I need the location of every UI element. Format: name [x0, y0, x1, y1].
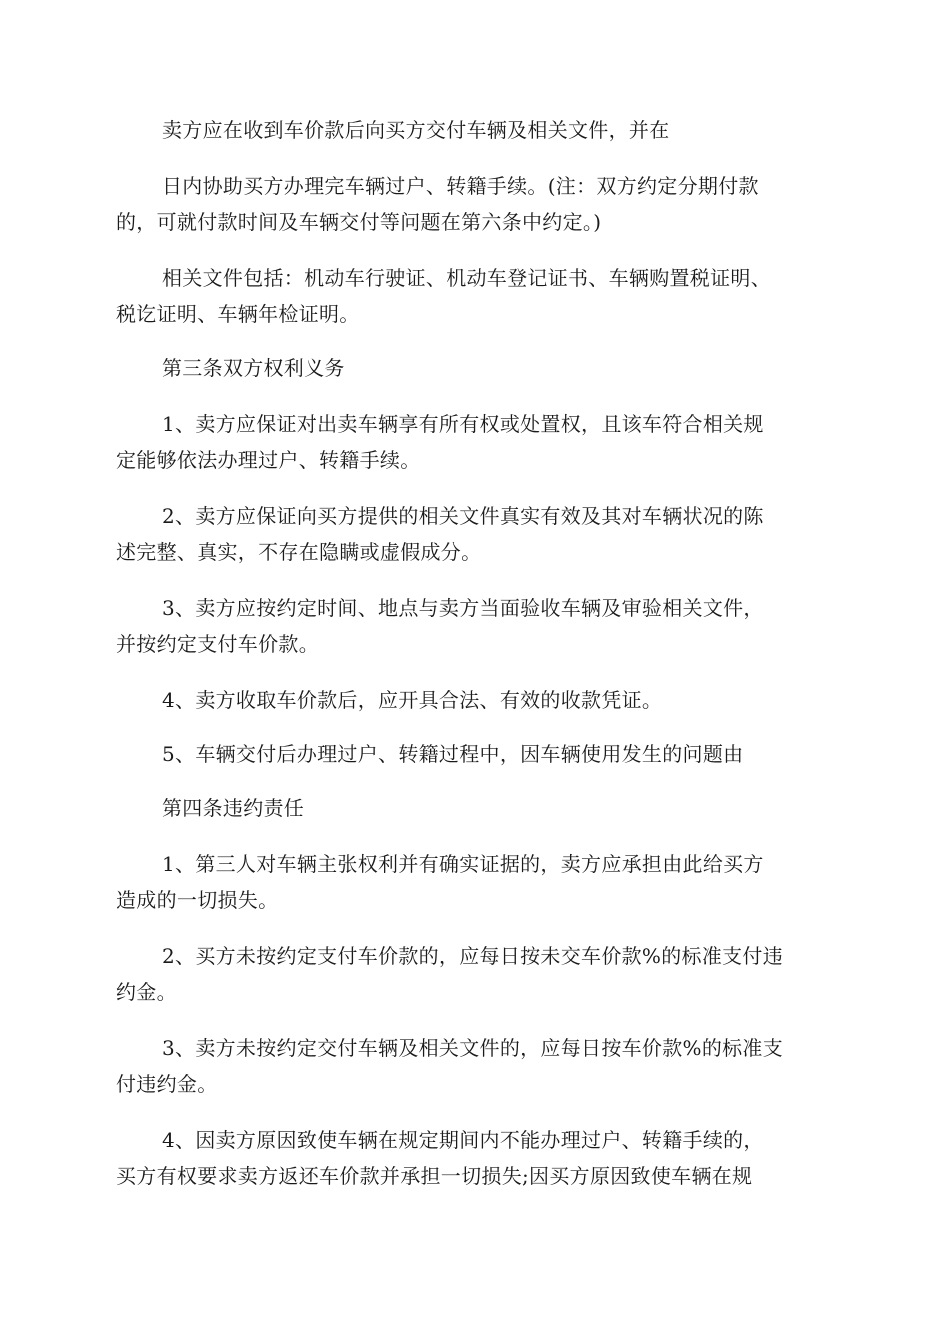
paragraph-line: 3、卖方应按约定时间、地点与卖方当面验收车辆及审验相关文件，	[162, 596, 764, 620]
paragraph-line: 造成的一切损失。	[116, 888, 279, 912]
paragraph-line: 4、因卖方原因致使车辆在规定期间内不能办理过户、转籍手续的，	[162, 1128, 764, 1152]
paragraph-line: 5、车辆交付后办理过户、转籍过程中，因车辆使用发生的问题由	[162, 742, 744, 766]
paragraph-line: 卖方应在收到车价款后向买方交付车辆及相关文件，并在	[162, 118, 670, 142]
paragraph-line: 1、第三人对车辆主张权利并有确实证据的，卖方应承担由此给买方	[162, 852, 764, 876]
paragraph-line: 2、卖方应保证向买方提供的相关文件真实有效及其对车辆状况的陈	[162, 504, 764, 528]
paragraph-line: 的，可就付款时间及车辆交付等问题在第六条中约定。)	[116, 210, 602, 234]
paragraph-line: 付违约金。	[116, 1072, 218, 1096]
paragraph-line: 述完整、真实，不存在隐瞒或虚假成分。	[116, 540, 482, 564]
paragraph-line: 定能够依法办理过户、转籍手续。	[116, 448, 421, 472]
paragraph-line: 4、卖方收取车价款后，应开具合法、有效的收款凭证。	[162, 688, 663, 712]
paragraph-line: 2、买方未按约定支付车价款的，应每日按未交车价款%的标准支付违	[162, 944, 784, 968]
paragraph-line: 并按约定支付车价款。	[116, 632, 319, 656]
section-heading: 第三条双方权利义务	[162, 356, 345, 380]
paragraph-line: 约金。	[116, 980, 177, 1004]
paragraph-line: 相关文件包括：机动车行驶证、机动车登记证书、车辆购置税证明、	[162, 266, 771, 290]
paragraph-line: 买方有权要求卖方返还车价款并承担一切损失;因买方原因致使车辆在规	[116, 1164, 753, 1188]
paragraph-line: 税讫证明、车辆年检证明。	[116, 302, 360, 326]
section-heading: 第四条违约责任	[162, 796, 305, 820]
paragraph-line: 1、卖方应保证对出卖车辆享有所有权或处置权，且该车符合相关规	[162, 412, 764, 436]
paragraph-line: 3、卖方未按约定交付车辆及相关文件的，应每日按车价款%的标准支	[162, 1036, 784, 1060]
paragraph-line: 日内协助买方办理完车辆过户、转籍手续。(注：双方约定分期付款	[162, 174, 759, 198]
